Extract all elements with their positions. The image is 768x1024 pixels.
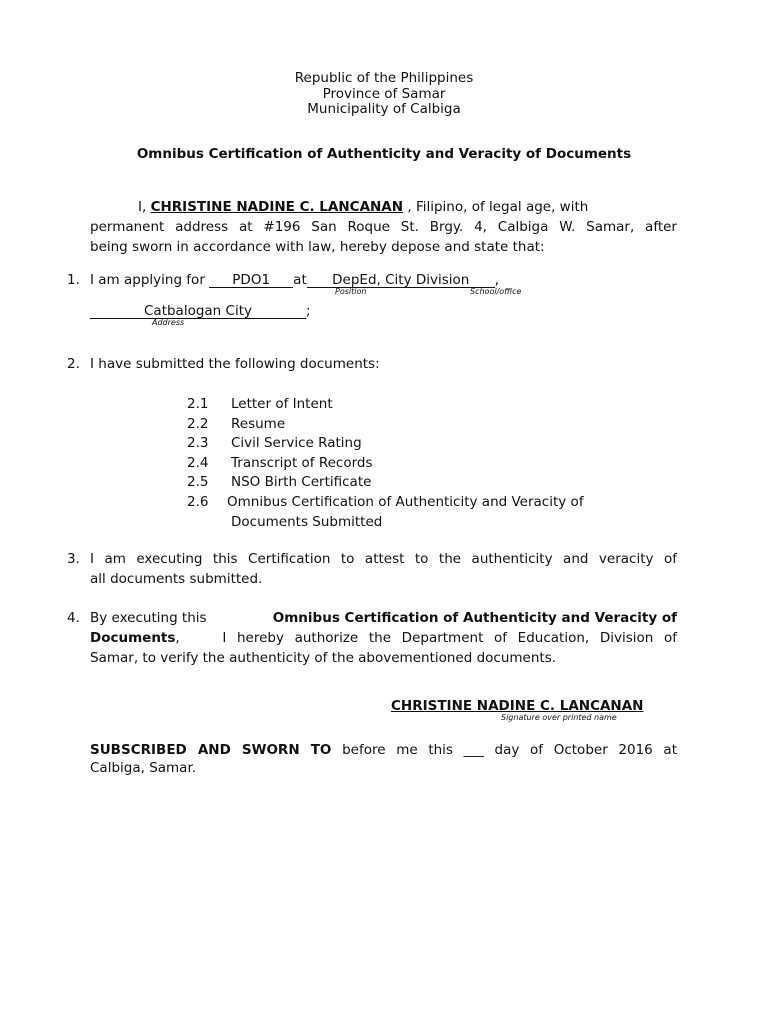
- signature-name: CHRISTINE NADINE C. LANCANAN: [391, 698, 644, 714]
- list-item: 2.4 Transcript of Records: [187, 454, 373, 471]
- item1-line: [90, 272, 499, 288]
- header-municipality: Municipality of Calbiga: [307, 101, 461, 117]
- position-field: PDO1: [209, 273, 293, 288]
- item1-semicolon: ;: [306, 303, 311, 319]
- intro-line-1: [138, 197, 588, 217]
- item3-line-2: all documents submitted.: [90, 571, 263, 587]
- item4-line-1: By executing this Omnibus Certification of Authenticity and Veracity of: [90, 610, 677, 626]
- affiant-name: CHRISTINE NADINE C. LANCANAN: [150, 199, 404, 215]
- list-item: 2.3 Civil Service Rating: [187, 435, 362, 452]
- jurat-bold: SUBSCRIBED AND SWORN TO: [90, 742, 332, 758]
- item4-line-3: Samar, to verify the authenticity of the abovementioned documents.: [90, 650, 557, 666]
- school-field: DepEd, City Division: [307, 273, 495, 288]
- address-label: Address: [152, 318, 185, 327]
- header-republic: Republic of the Philippines: [294, 70, 474, 86]
- intro-prefix: I,: [138, 199, 147, 215]
- list-item: 2.2 Resume: [187, 415, 286, 432]
- signature-label: Signature over printed name: [501, 713, 617, 722]
- item1-address-line: [90, 303, 311, 319]
- item4-line-2: Documents , I hereby authorize the Department of Education, Division of: [90, 630, 677, 646]
- position-label: Position: [335, 287, 367, 296]
- item3-number: 3.: [67, 551, 80, 567]
- intro-line-3: being sworn in accordance with law, hereby depose and state that:: [90, 239, 545, 255]
- jurat-line-2: Calbiga, Samar.: [90, 760, 197, 776]
- document-list: [187, 395, 584, 532]
- item4-number: 4.: [67, 610, 80, 626]
- intro-line-2: permanent address at #196 San Roque St. Brgy. 4, Calbiga W. Samar, after: [90, 219, 677, 235]
- item1-text: I am applying for: [90, 272, 205, 288]
- item2-number: 2.: [67, 356, 80, 372]
- jurat-line-1: SUBSCRIBED AND SWORN TO before me this ___ day of October 2016 at: [90, 742, 677, 758]
- intro-line1-rest: , Filipino, of legal age, with: [407, 199, 589, 215]
- document-title: Omnibus Certification of Authenticity and Veracity of Documents: [136, 146, 632, 162]
- header-province: Province of Samar: [322, 85, 446, 102]
- list-item: 2.6 Omnibus Certification of Authenticity and Veracity of: [187, 493, 584, 510]
- item1-at: at: [293, 272, 307, 288]
- item1-number: 1.: [67, 272, 80, 288]
- item3-line-1: I am executing this Certification to attest to the authenticity and veracity of: [90, 551, 677, 567]
- list-item: 2.5 NSO Birth Certificate: [187, 474, 372, 491]
- item2-text: I have submitted the following documents:: [90, 356, 380, 372]
- list-item-continuation: Documents Submitted: [231, 513, 383, 530]
- list-item: 2.1 Letter of Intent: [187, 396, 333, 412]
- school-label: School/office: [470, 287, 522, 296]
- item1-comma: ,: [494, 272, 500, 288]
- address-field: Catbalogan City: [90, 304, 306, 319]
